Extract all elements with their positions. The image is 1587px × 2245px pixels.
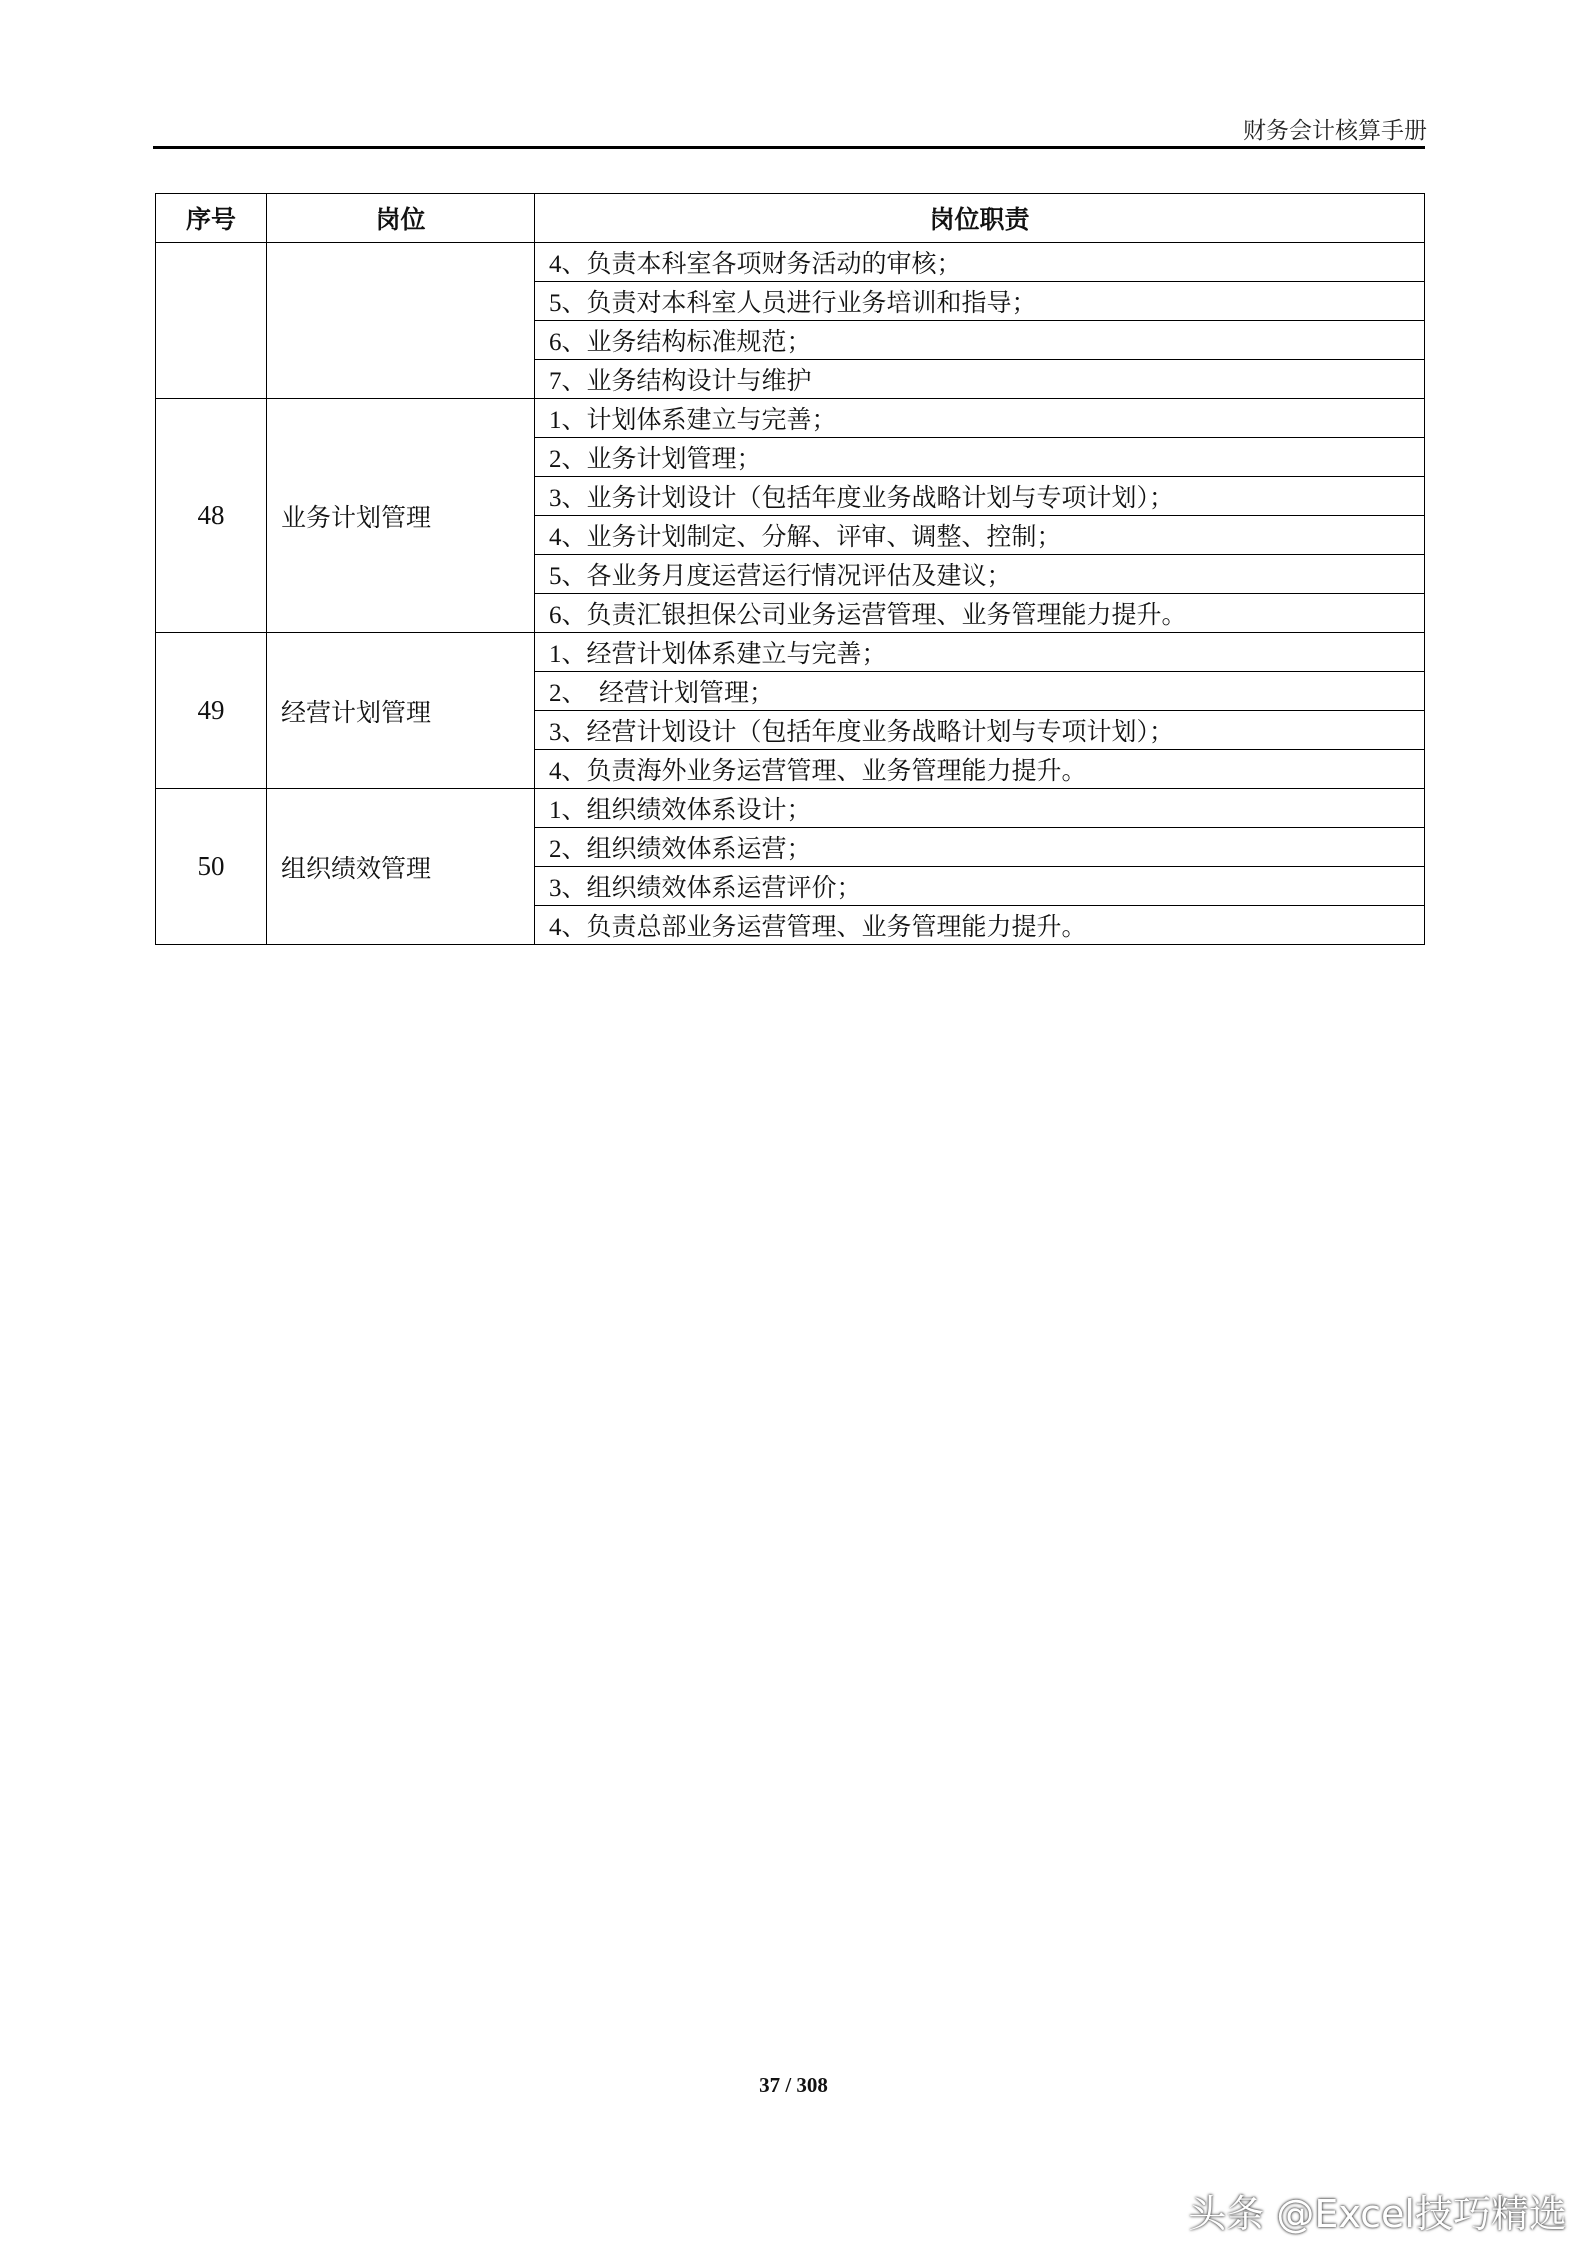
duty-item: 2、组织绩效体系运营； (535, 828, 1425, 867)
duty-item: 4、负责海外业务运营管理、业务管理能力提升。 (535, 750, 1425, 789)
duty-item: 1、组织绩效体系设计； (535, 789, 1425, 828)
position-name (267, 243, 535, 399)
duty-item: 3、经营计划设计（包括年度业务战略计划与专项计划）； (535, 711, 1425, 750)
table-row (156, 789, 1425, 828)
row-number: 50 (156, 789, 267, 945)
duty-item: 2、 经营计划管理； (535, 672, 1425, 711)
table-row (156, 399, 1425, 438)
duty-item: 4、负责本科室各项财务活动的审核； (535, 243, 1425, 282)
position-name: 经营计划管理 (267, 633, 535, 789)
duty-item: 6、负责汇银担保公司业务运营管理、业务管理能力提升。 (535, 594, 1425, 633)
duty-item: 4、负责总部业务运营管理、业务管理能力提升。 (535, 906, 1425, 945)
row-number: 48 (156, 399, 267, 633)
table-header-row (156, 194, 1425, 243)
table-row (156, 633, 1425, 672)
duty-item: 1、经营计划体系建立与完善； (535, 633, 1425, 672)
duty-item: 7、业务结构设计与维护 (535, 360, 1425, 399)
duty-item: 4、业务计划制定、分解、评审、调整、控制； (535, 516, 1425, 555)
duty-item: 2、业务计划管理； (535, 438, 1425, 477)
page-number: 37 / 308 (759, 2073, 828, 2097)
col-header-no: 序号 (156, 194, 267, 243)
duties-table (155, 193, 1425, 945)
duty-item: 6、业务结构标准规范； (535, 321, 1425, 360)
position-name: 业务计划管理 (267, 399, 535, 633)
position-name: 组织绩效管理 (267, 789, 535, 945)
running-header-title: 财务会计核算手册 (1243, 118, 1427, 143)
duty-item: 3、业务计划设计（包括年度业务战略计划与专项计划）； (535, 477, 1425, 516)
col-header-position: 岗位 (267, 194, 535, 243)
duty-item: 5、各业务月度运营运行情况评估及建议； (535, 555, 1425, 594)
duty-item: 1、计划体系建立与完善； (535, 399, 1425, 438)
row-number: 49 (156, 633, 267, 789)
row-number (156, 243, 267, 399)
duty-item: 3、组织绩效体系运营评价； (535, 867, 1425, 906)
col-header-duties: 岗位职责 (535, 194, 1425, 243)
table-row (156, 243, 1425, 282)
header-divider (153, 146, 1425, 149)
duty-item: 5、负责对本科室人员进行业务培训和指导； (535, 282, 1425, 321)
watermark: 头条 @Excel技巧精选 (1188, 2192, 1567, 2236)
